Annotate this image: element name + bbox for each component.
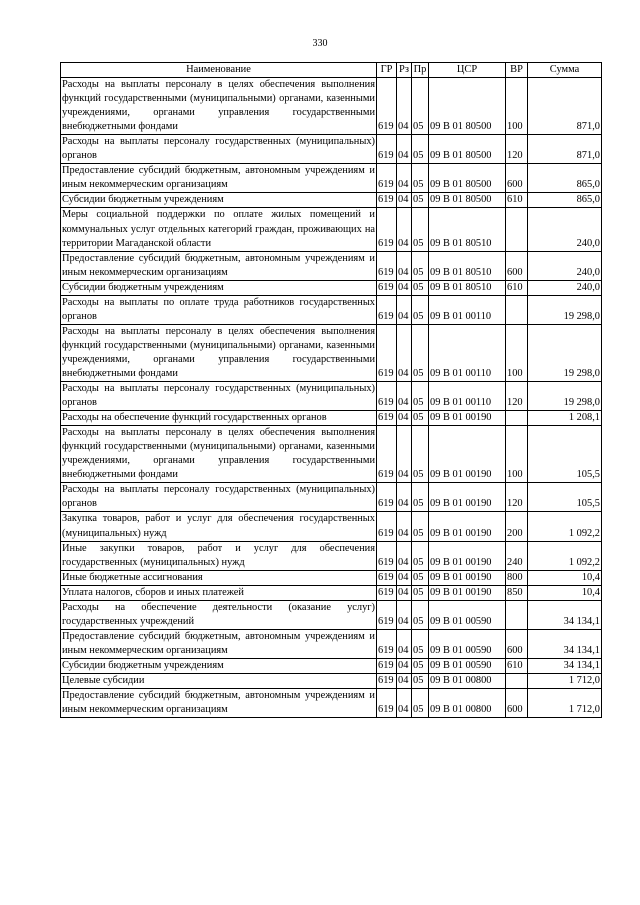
table-row [61,280,602,295]
cell-gr: 619 [377,512,397,541]
table-row [61,193,602,208]
cell-gr: 619 [377,541,397,570]
cell-csr: 09 В 01 00190 [429,570,506,585]
cell-sum: 240,0 [528,251,602,280]
cell-name: Расходы на выплаты персоналу в целях обеспечения выполнения функций государственными (муниципальными) органами, казенными учреждениями, органами управления государственными внебюджетными фондами [61,324,377,381]
cell-rz: 04 [397,411,412,426]
cell-vr: 100 [506,324,528,381]
cell-name: Предоставление субсидий бюджетным, автономным учреждениям и иным некоммерческим организациям [61,689,377,718]
cell-csr: 09 В 01 80500 [429,78,506,135]
cell-pr: 05 [412,570,429,585]
table-row [61,411,602,426]
cell-sum: 865,0 [528,164,602,193]
cell-csr: 09 В 01 80510 [429,251,506,280]
cell-rz: 04 [397,135,412,164]
cell-csr: 09 В 01 00110 [429,382,506,411]
table-row [61,208,602,251]
budget-table [60,62,602,718]
table-row [61,629,602,658]
cell-sum: 1 712,0 [528,689,602,718]
cell-vr: 600 [506,629,528,658]
header-sum: Сумма [528,63,602,78]
cell-gr: 619 [377,382,397,411]
cell-vr: 200 [506,512,528,541]
cell-name: Субсидии бюджетным учреждениям [61,280,377,295]
cell-pr: 05 [412,135,429,164]
header-csr: ЦСР [429,63,506,78]
cell-csr: 09 В 01 00190 [429,483,506,512]
cell-pr: 05 [412,295,429,324]
cell-gr: 619 [377,411,397,426]
cell-name: Иные бюджетные ассигнования [61,570,377,585]
cell-sum: 105,5 [528,426,602,483]
cell-rz: 04 [397,483,412,512]
cell-name: Субсидии бюджетным учреждениям [61,193,377,208]
cell-rz: 04 [397,600,412,629]
header-pr: Пр [412,63,429,78]
cell-rz: 04 [397,512,412,541]
cell-gr: 619 [377,689,397,718]
cell-vr: 610 [506,193,528,208]
header-rz: Рз [397,63,412,78]
cell-vr: 600 [506,251,528,280]
cell-name: Закупка товаров, работ и услуг для обеспечения государственных (муниципальных) нужд [61,512,377,541]
cell-sum: 105,5 [528,483,602,512]
cell-vr [506,295,528,324]
cell-sum: 1 712,0 [528,673,602,688]
cell-vr: 100 [506,426,528,483]
cell-pr: 05 [412,689,429,718]
cell-name: Иные закупки товаров, работ и услуг для обеспечения государственных (муниципальных) нужд [61,541,377,570]
table-row [61,382,602,411]
cell-rz: 04 [397,585,412,600]
cell-rz: 04 [397,426,412,483]
cell-pr: 05 [412,411,429,426]
cell-csr: 09 В 01 80500 [429,135,506,164]
cell-name: Целевые субсидии [61,673,377,688]
cell-pr: 05 [412,585,429,600]
cell-sum: 240,0 [528,208,602,251]
cell-gr: 619 [377,658,397,673]
cell-pr: 05 [412,483,429,512]
cell-sum: 1 092,2 [528,541,602,570]
table-row [61,324,602,381]
cell-gr: 619 [377,193,397,208]
cell-pr: 05 [412,251,429,280]
cell-gr: 619 [377,295,397,324]
cell-gr: 619 [377,164,397,193]
cell-sum: 1 092,2 [528,512,602,541]
table-row [61,673,602,688]
cell-gr: 619 [377,483,397,512]
cell-csr: 09 В 01 00590 [429,600,506,629]
cell-name: Расходы на выплаты персоналу государственных (муниципальных) органов [61,135,377,164]
cell-pr: 05 [412,193,429,208]
cell-vr: 600 [506,689,528,718]
page-number: 330 [312,38,328,49]
cell-csr: 09 В 01 80510 [429,280,506,295]
cell-rz: 04 [397,324,412,381]
cell-sum: 865,0 [528,193,602,208]
cell-vr: 600 [506,164,528,193]
cell-rz: 04 [397,208,412,251]
cell-rz: 04 [397,251,412,280]
cell-sum: 34 134,1 [528,658,602,673]
cell-gr: 619 [377,673,397,688]
cell-pr: 05 [412,78,429,135]
cell-rz: 04 [397,164,412,193]
cell-name: Уплата налогов, сборов и иных платежей [61,585,377,600]
table-row [61,483,602,512]
cell-gr: 619 [377,280,397,295]
cell-vr: 100 [506,78,528,135]
cell-rz: 04 [397,78,412,135]
header-vr: ВР [506,63,528,78]
cell-pr: 05 [412,673,429,688]
cell-vr [506,411,528,426]
cell-vr [506,673,528,688]
cell-csr: 09 В 01 00110 [429,324,506,381]
table-row [61,512,602,541]
table-body [61,78,602,718]
cell-gr: 619 [377,208,397,251]
cell-rz: 04 [397,673,412,688]
table-row [61,164,602,193]
table-row [61,689,602,718]
cell-sum: 10,4 [528,585,602,600]
cell-csr: 09 В 01 00800 [429,673,506,688]
table-row [61,78,602,135]
table-row [61,585,602,600]
cell-csr: 09 В 01 00110 [429,295,506,324]
cell-rz: 04 [397,382,412,411]
cell-csr: 09 В 01 00800 [429,689,506,718]
table-row [61,658,602,673]
cell-pr: 05 [412,208,429,251]
cell-vr: 850 [506,585,528,600]
cell-csr: 09 В 01 80500 [429,164,506,193]
cell-sum: 19 298,0 [528,324,602,381]
cell-rz: 04 [397,295,412,324]
cell-gr: 619 [377,426,397,483]
cell-sum: 34 134,1 [528,629,602,658]
cell-sum: 19 298,0 [528,295,602,324]
cell-pr: 05 [412,512,429,541]
table-row [61,600,602,629]
cell-gr: 619 [377,135,397,164]
cell-rz: 04 [397,658,412,673]
cell-pr: 05 [412,164,429,193]
cell-vr [506,208,528,251]
cell-rz: 04 [397,193,412,208]
table-row [61,541,602,570]
table-row [61,251,602,280]
cell-pr: 05 [412,280,429,295]
cell-rz: 04 [397,280,412,295]
cell-csr: 09 В 01 80500 [429,193,506,208]
cell-pr: 05 [412,382,429,411]
cell-rz: 04 [397,570,412,585]
cell-pr: 05 [412,541,429,570]
cell-vr [506,600,528,629]
cell-gr: 619 [377,251,397,280]
cell-vr: 610 [506,280,528,295]
cell-csr: 09 В 01 00190 [429,426,506,483]
cell-pr: 05 [412,600,429,629]
header-name: Наименование [61,63,377,78]
cell-sum: 19 298,0 [528,382,602,411]
cell-gr: 619 [377,600,397,629]
cell-pr: 05 [412,629,429,658]
cell-csr: 09 В 01 00190 [429,411,506,426]
cell-name: Предоставление субсидий бюджетным, автономным учреждениям и иным некоммерческим организациям [61,251,377,280]
cell-name: Расходы на выплаты персоналу государственных (муниципальных) органов [61,483,377,512]
table-row [61,426,602,483]
cell-vr: 120 [506,483,528,512]
cell-csr: 09 В 01 80510 [429,208,506,251]
cell-csr: 09 В 01 00190 [429,541,506,570]
cell-sum: 10,4 [528,570,602,585]
cell-gr: 619 [377,570,397,585]
cell-rz: 04 [397,541,412,570]
header-gr: ГР [377,63,397,78]
cell-vr: 240 [506,541,528,570]
cell-vr: 610 [506,658,528,673]
cell-gr: 619 [377,324,397,381]
cell-name: Расходы на выплаты персоналу в целях обеспечения выполнения функций государственными (муниципальными) органами, казенными учреждениями, органами управления государственными внебюджетными фондами [61,426,377,483]
cell-name: Меры социальной поддержки по оплате жилых помещений и коммунальных услуг отдельных категорий граждан, проживающих на территории Магаданской области [61,208,377,251]
cell-vr: 120 [506,382,528,411]
cell-csr: 09 В 01 00590 [429,629,506,658]
cell-pr: 05 [412,426,429,483]
cell-pr: 05 [412,324,429,381]
cell-rz: 04 [397,629,412,658]
cell-name: Расходы на обеспечение деятельности (оказание услуг) государственных учреждений [61,600,377,629]
cell-vr: 800 [506,570,528,585]
cell-name: Расходы на выплаты персоналу в целях обеспечения выполнения функций государственными (муниципальными) органами, казенными учреждениями, органами управления государственными внебюджетными фондами [61,78,377,135]
cell-sum: 34 134,1 [528,600,602,629]
cell-csr: 09 В 01 00590 [429,658,506,673]
cell-name: Расходы на обеспечение функций государственных органов [61,411,377,426]
cell-name: Субсидии бюджетным учреждениям [61,658,377,673]
cell-sum: 240,0 [528,280,602,295]
cell-sum: 871,0 [528,78,602,135]
table-row [61,135,602,164]
table-row [61,295,602,324]
cell-csr: 09 В 01 00190 [429,585,506,600]
cell-gr: 619 [377,629,397,658]
cell-gr: 619 [377,585,397,600]
cell-csr: 09 В 01 00190 [429,512,506,541]
cell-sum: 1 208,1 [528,411,602,426]
table-header [61,63,602,78]
cell-sum: 871,0 [528,135,602,164]
cell-name: Предоставление субсидий бюджетным, автономным учреждениям и иным некоммерческим организациям [61,164,377,193]
cell-name: Предоставление субсидий бюджетным, автономным учреждениям и иным некоммерческим организациям [61,629,377,658]
cell-pr: 05 [412,658,429,673]
cell-gr: 619 [377,78,397,135]
cell-name: Расходы на выплаты по оплате труда работников государственных органов [61,295,377,324]
cell-rz: 04 [397,689,412,718]
table-row [61,570,602,585]
cell-name: Расходы на выплаты персоналу государственных (муниципальных) органов [61,382,377,411]
cell-vr: 120 [506,135,528,164]
